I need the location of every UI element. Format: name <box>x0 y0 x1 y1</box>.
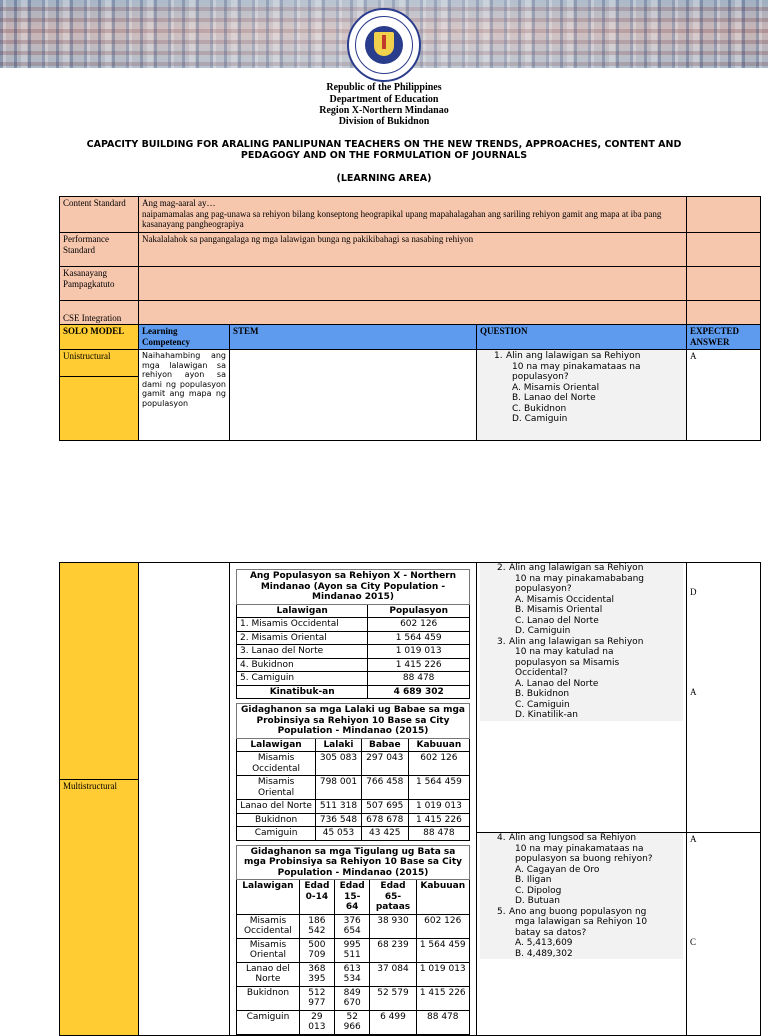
q3-line: Alin ang lalawigan sa Rehiyon <box>509 636 644 647</box>
stem-table3-h: Edad 65-pataas <box>370 880 416 915</box>
content-standard-body: naipamamalas ang pag-unawa sa rehiyon bilang konseptong heograpikal upang mapahalagahan ang sariling rehiyon gamit ang mapa at iba pang kasanayang pangheograpiya <box>142 208 662 229</box>
stem-table1-total-label: Kinatibuk-an <box>237 685 368 699</box>
kasanayan-text <box>139 267 687 301</box>
q5-line: mga lalawigan sa Rehiyon 10 <box>515 917 648 927</box>
document-title: CAPACITY BUILDING FOR ARALING PANLIPUNAN TEACHERS ON THE NEW TRENDS, APPROACHES, CONTENT AND PEDAGOGY AND ON THE FORMULATION OF JOURNALS <box>86 139 682 161</box>
stem-table3-cell: 6 499 <box>370 1010 416 1034</box>
stem-table1-cell: 5. Camiguin <box>237 672 368 686</box>
q2-option-b: B. Misamis Oriental <box>515 605 603 615</box>
stem-table3-cell: 995 511 <box>334 938 370 962</box>
q4-number: 4. <box>497 833 506 843</box>
stem-empty-cell <box>230 350 477 441</box>
stem-table3-h: Edad 0-14 <box>299 880 334 915</box>
q1-option-d: D. Camiguin <box>512 414 568 424</box>
solo-unistructural-cell <box>60 350 139 441</box>
answer-5: C <box>690 937 697 947</box>
q3-line: populasyon sa Misamis <box>515 657 620 668</box>
stem-table3-cell: 38 930 <box>370 914 416 938</box>
performance-standard-text: Nakalalahok sa pangangalaga ng mga lalawigan bunga ng pakikibahagi sa nasabing rehiyon <box>139 233 687 267</box>
standards-table <box>59 196 761 441</box>
stem-table2-cell: 88 478 <box>408 827 469 841</box>
stem-table3-h: Kabuuan <box>416 880 470 915</box>
stem-table3-h: Lalawigan <box>237 880 300 915</box>
stem-table3-cell: 52 966 <box>334 1010 370 1034</box>
answers-2-3 <box>687 563 761 833</box>
stem-table3-cell: 29 013 <box>299 1010 334 1034</box>
q5-option-b: B. 4,489,302 <box>515 948 573 959</box>
stem-table3-cell: Misamis Occidental <box>237 914 300 938</box>
q4-option-a: A. Cagayan de Oro <box>515 864 600 875</box>
stem-table3-title: Gidaghanon sa mga Tigulang ug Bata sa mga Probinsiya sa Rehiyon 10 Base sa City Population - Mindanao (2015) <box>237 845 470 880</box>
question-1 <box>477 350 687 441</box>
q1-line1: Alin ang lalawigan sa Rehiyon <box>506 351 641 361</box>
stem-table2-h: Lalawigan <box>237 738 316 752</box>
stem-table1-cell: 3. Lanao del Norte <box>237 645 368 659</box>
header-stem: STEM <box>230 325 477 350</box>
cse-empty <box>687 301 761 325</box>
performance-standard-empty <box>687 233 761 267</box>
q1-number: 1. <box>494 351 503 361</box>
q2-number: 2. <box>497 563 506 573</box>
stem-table1-h2: Populasyon <box>368 604 470 618</box>
questions-2-3 <box>477 563 687 833</box>
answers-4-5 <box>687 833 761 1036</box>
stem-table2-title: Gidaghanon sa mga Lalaki ug Babae sa mga Probinsiya sa Rehiyon 10 Base sa City Population - Mindanao (2015) <box>237 704 470 739</box>
q2-line: populasyon? <box>515 584 572 594</box>
stem-table1-total-value: 4 689 302 <box>368 685 470 699</box>
q4-option-b: B. Iligan <box>515 875 552 885</box>
header-republic: Republic of the Philippines <box>326 82 442 93</box>
q2-option-a: A. Misamis Occidental <box>515 594 614 605</box>
q4-option-c: C. Dipolog <box>515 885 562 896</box>
q2-option-c: C. Lanao del Norte <box>515 615 599 626</box>
stem-table3-cell: 186 542 <box>299 914 334 938</box>
kasanayan-label: Kasanayang Pampagkatuto <box>60 267 139 301</box>
stem-tables-cell <box>230 563 477 1036</box>
stem-table2-cell: 507 695 <box>361 800 408 814</box>
stem-table2-h: Lalaki <box>316 738 362 752</box>
q2-option-d: D. Camiguin <box>515 626 571 636</box>
stem-table2-cell: Camiguin <box>237 827 316 841</box>
q1-line3: populasyon? <box>512 372 569 382</box>
answer-1: A <box>687 350 761 441</box>
stem-table3-cell: 1 019 013 <box>416 962 470 986</box>
q2-line: Alin ang lalawigan sa Rehiyon <box>509 563 644 573</box>
stem-table-population <box>236 569 470 699</box>
q1-option-b: B. Lanao del Norte <box>512 393 596 403</box>
stem-table1-cell: 1 019 013 <box>368 645 470 659</box>
q1-option-c: C. Bukidnon <box>512 403 567 414</box>
stem-table-gender <box>236 703 470 841</box>
stem-table2-cell: 511 318 <box>316 800 362 814</box>
seal-torch <box>382 35 386 49</box>
q3-option-d: D. Kinatilik-an <box>515 710 578 720</box>
stem-table3-cell: 368 395 <box>299 962 334 986</box>
stem-table2-cell: 1 564 459 <box>408 776 469 800</box>
stem-table3-cell: 37 084 <box>370 962 416 986</box>
q5-line: batay sa datos? <box>515 927 587 938</box>
q3-number: 3. <box>497 636 506 647</box>
stem-table2-cell: 1 019 013 <box>408 800 469 814</box>
q4-line: populasyon sa buong rehiyon? <box>515 854 653 864</box>
stem-table1-cell: 4. Bukidnon <box>237 658 368 672</box>
stem-table2-cell: Misamis Occidental <box>237 752 316 776</box>
answer-4: A <box>690 834 697 844</box>
cse-label: CSE Integration <box>60 301 139 325</box>
q4-option-d: D. Butuan <box>515 896 560 906</box>
solo-multistructural-cell <box>60 563 139 1036</box>
stem-table3-cell: Bukidnon <box>237 986 300 1010</box>
stem-table3-cell: 1 564 459 <box>416 938 470 962</box>
stem-table1-cell: 1. Misamis Occidental <box>237 618 368 632</box>
q3-option-a: A. Lanao del Norte <box>515 678 599 689</box>
stem-table3-cell: 88 478 <box>416 1010 470 1034</box>
stem-table2-cell: 798 001 <box>316 776 362 800</box>
stem-table3-cell: 849 670 <box>334 986 370 1010</box>
stem-table1-h1: Lalawigan <box>237 604 368 618</box>
q5-line: Ano ang buong populasyon ng <box>509 906 647 917</box>
questions-4-5 <box>477 833 687 1036</box>
stem-table2-cell: 1 415 226 <box>408 813 469 827</box>
stem-table2-cell: 45 053 <box>316 827 362 841</box>
header-region: Region X-Northern Mindanao <box>319 105 449 116</box>
solo-unistructural: Unistructural <box>60 350 138 377</box>
stem-table3-cell: 52 579 <box>370 986 416 1010</box>
stem-table2-cell: 766 458 <box>361 776 408 800</box>
stem-table-age <box>236 845 470 1035</box>
multistructural-table <box>59 562 761 1036</box>
stem-table3-cell: 613 534 <box>334 962 370 986</box>
stem-table2-h: Kabuuan <box>408 738 469 752</box>
q1-option-a: A. Misamis Oriental <box>512 382 600 393</box>
stem-table3-cell: 602 126 <box>416 914 470 938</box>
stem-table1-cell: 1 564 459 <box>368 631 470 645</box>
stem-table3-cell: Lanao del Norte <box>237 962 300 986</box>
header-question: QUESTION <box>477 325 687 350</box>
header-solo-model: SOLO MODEL <box>60 325 139 350</box>
stem-table3-cell: 512 977 <box>299 986 334 1010</box>
q3-option-c: C. Camiguin <box>515 699 570 710</box>
stem-table1-cell: 88 478 <box>368 672 470 686</box>
stem-table3-cell: Misamis Oriental <box>237 938 300 962</box>
stem-table1-cell: 1 415 226 <box>368 658 470 672</box>
header-expected-answer: EXPECTED ANSWER <box>687 325 761 350</box>
stem-table2-cell: Bukidnon <box>237 813 316 827</box>
content-standard-intro: Ang mag-aaral ay… <box>142 198 216 208</box>
q5-number: 5. <box>497 906 506 917</box>
stem-table2-cell: Lanao del Norte <box>237 800 316 814</box>
stem-table2-cell: 305 083 <box>316 752 362 776</box>
stem-table3-cell: 376 654 <box>334 914 370 938</box>
competency-empty-cell <box>139 563 230 1036</box>
stem-table1-title: Ang Populasyon sa Rehiyon X - Northern Mindanao (Ayon sa City Population - Mindanao 2015) <box>237 570 470 605</box>
stem-table2-cell: 678 678 <box>361 813 408 827</box>
solo-multistructural: Multistructural <box>63 781 117 791</box>
q2-line: 10 na may pinakamababang <box>515 573 645 584</box>
stem-table2-cell: 736 548 <box>316 813 362 827</box>
competency-text: Naihahambing ang mga lalawigan sa rehiyon ayon sa dami ng populasyon gamit ang mapa ng populasyon <box>139 350 230 441</box>
stem-table1-cell: 602 126 <box>368 618 470 632</box>
stem-table1-cell: 2. Misamis Oriental <box>237 631 368 645</box>
stem-table3-cell: 68 239 <box>370 938 416 962</box>
q3-line: Occidental? <box>515 668 568 678</box>
stem-table2-cell: 297 043 <box>361 752 408 776</box>
stem-table3-cell: 1 415 226 <box>416 986 470 1010</box>
performance-standard-label: Performance Standard <box>60 233 139 267</box>
header-learning-competency: Learning Competency <box>139 325 230 350</box>
stem-table3-cell: 500 709 <box>299 938 334 962</box>
q4-line: Alin ang lungsod sa Rehiyon <box>509 833 637 843</box>
answer-3: A <box>690 687 697 697</box>
stem-table2-cell: 602 126 <box>408 752 469 776</box>
kasanayan-empty <box>687 267 761 301</box>
learning-area-title: (LEARNING AREA) <box>336 173 432 184</box>
q3-line: 10 na may katulad na <box>515 647 614 657</box>
q5-option-a: A. 5,413,609 <box>515 938 573 948</box>
deped-seal-logo <box>347 8 421 82</box>
q1-line2: 10 na may pinakamataas na <box>512 361 641 372</box>
stem-table2-cell: Misamis Oriental <box>237 776 316 800</box>
content-standard-text <box>139 197 687 233</box>
stem-table3-h: Edad 15-64 <box>334 880 370 915</box>
stem-table2-cell: 43 425 <box>361 827 408 841</box>
answer-2: D <box>690 587 697 597</box>
header-department: Department of Education <box>329 94 439 105</box>
content-standard-empty <box>687 197 761 233</box>
stem-table2-h: Babae <box>361 738 408 752</box>
solo-multistructural-top <box>60 563 138 780</box>
header-division: Division of Bukidnon <box>338 116 430 127</box>
q3-option-b: B. Bukidnon <box>515 689 570 699</box>
content-standard-label: Content Standard <box>60 197 139 233</box>
cse-text <box>139 301 687 325</box>
stem-table3-cell: Camiguin <box>237 1010 300 1034</box>
q4-line: 10 na may pinakamataas na <box>515 843 644 854</box>
